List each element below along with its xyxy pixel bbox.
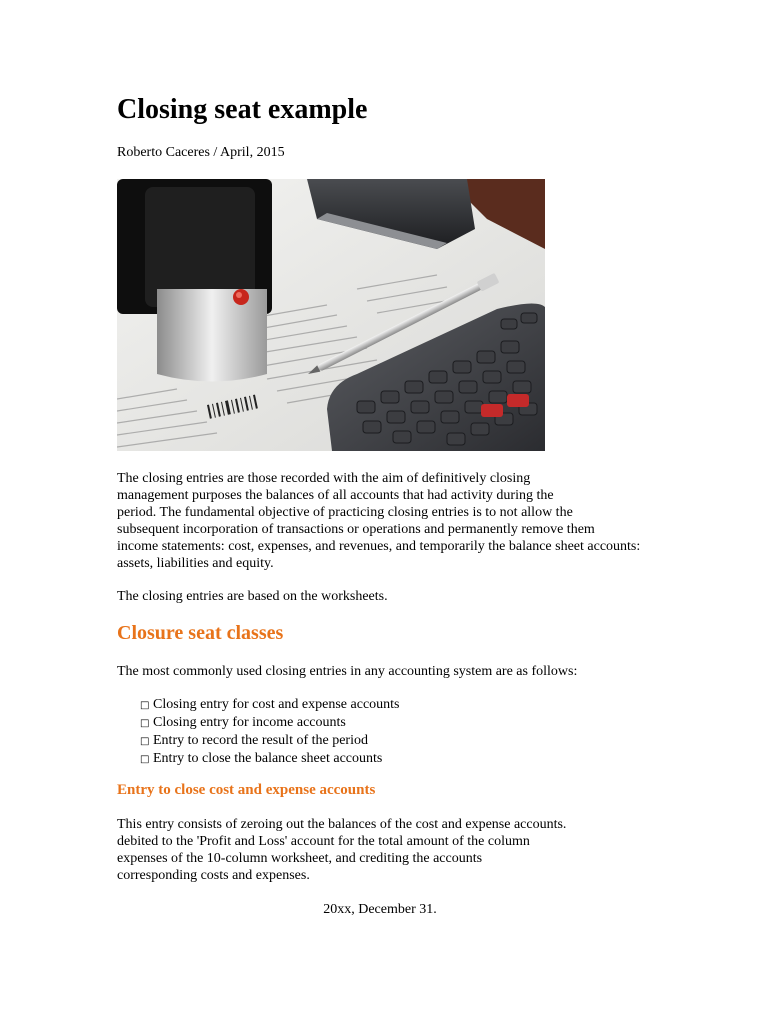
checkbox-bullet-icon: □ [140, 754, 150, 765]
page-title: Closing seat example [117, 94, 368, 125]
section-heading: Closure seat classes [117, 622, 284, 644]
subsection-heading: Entry to close cost and expense accounts [117, 782, 376, 798]
subsection-line: debited to the 'Profit and Loss' account for the total amount of the column [117, 834, 530, 849]
closing-entries-list [140, 696, 400, 768]
checkbox-bullet-icon: □ [140, 718, 150, 729]
section-lead [117, 663, 577, 680]
checkbox-bullet-icon: □ [140, 700, 150, 711]
checkbox-bullet-icon: □ [140, 736, 150, 747]
intro-paragraph [117, 470, 640, 572]
section-lead-text: The most commonly used closing entries in any accounting system are as follows: [117, 664, 578, 679]
subsection-line: expenses of the 10-column worksheet, and crediting the accounts [117, 851, 483, 866]
list-item-label: Closing entry for income accounts [153, 715, 346, 730]
intro-line: period. The fundamental objective of practicing closing entries is to not allow the [117, 505, 573, 520]
list-item-label: Closing entry for cost and expense accounts [153, 697, 400, 712]
intro-line: management purposes the balances of all accounts that had activity during the [117, 488, 554, 503]
list-item-label: Entry to record the result of the period [153, 733, 368, 748]
intro-line: subsequent incorporation of transactions or operations and permanently remove them [117, 522, 595, 537]
intro-line: assets, liabilities and equity. [117, 556, 274, 571]
list-item [140, 714, 400, 732]
article-photo [117, 179, 545, 451]
list-item-label: Entry to close the balance sheet accounts [153, 751, 383, 766]
dateline: 20xx, December 31. [323, 902, 437, 917]
byline: Roberto Caceres / April, 2015 [117, 145, 285, 160]
subsection-line: This entry consists of zeroing out the balances of the cost and expense accounts. [117, 817, 567, 832]
intro-line: income statements: cost, expenses, and revenues, and temporarily the balance sheet accounts: [117, 539, 641, 554]
subsection-line: corresponding costs and expenses. [117, 868, 310, 883]
list-item [140, 732, 400, 750]
subsection-paragraph [117, 816, 566, 884]
intro-line: The closing entries are those recorded with the aim of definitively closing [117, 471, 531, 486]
worksheets-paragraph [117, 588, 388, 605]
list-item [140, 696, 400, 714]
worksheets-note: The closing entries are based on the worksheets. [117, 589, 388, 604]
list-item [140, 750, 400, 768]
